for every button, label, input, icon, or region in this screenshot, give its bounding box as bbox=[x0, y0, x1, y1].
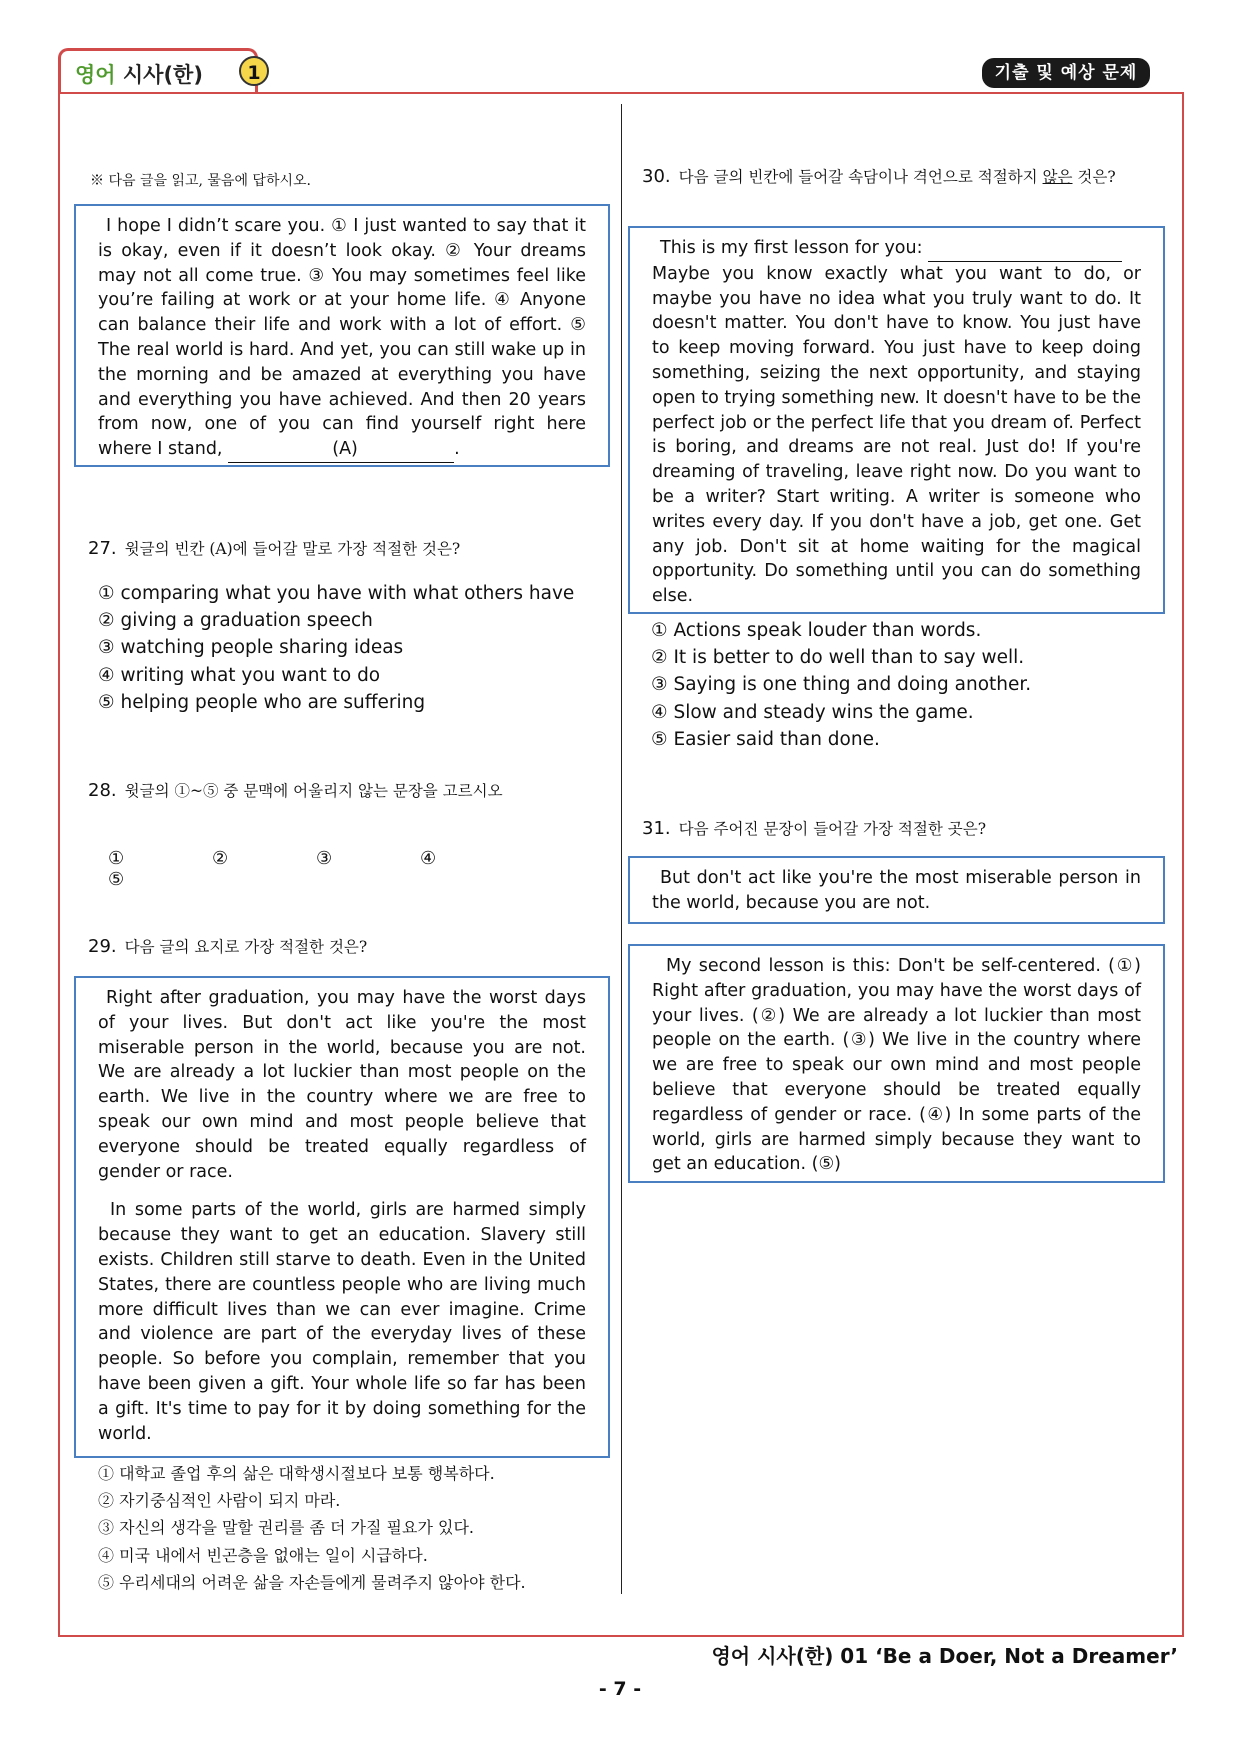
passage-29-para-2: In some parts of the world, girls are harmed simply because they want to get an education. Slavery still exists. Children still starve to death. Even in the United States, there are countless people who are living much more difficult lives than we can ever imagine. Crime and violence are part of the everyday lives of these people. So before you complain, remember that you have been given a gift. Your whole life so far has been a gift. It's time to pay for it by doing something for the world. bbox=[98, 1200, 586, 1444]
instruction: ※ 다음 글을 읽고, 물음에 답하시오. bbox=[90, 173, 311, 189]
given-sentence: But don't act like you're the most miserable person in the world, because you are not. bbox=[652, 868, 1141, 913]
unit-number-badge: 1 bbox=[239, 56, 269, 86]
page-number: - 7 - bbox=[598, 1678, 642, 1700]
question-28: 28. 윗글의 ①~⑤ 중 문맥에 어울리지 않는 문장을 고르시오 bbox=[88, 780, 503, 801]
q27-option[interactable]: ③ watching people sharing ideas bbox=[98, 637, 404, 659]
passage-1-text: I hope I didn’t scare you. ① I just wanted to say that it is okay, even if it doesn’t look okay. ② Your dreams may not all come true. ③ You may sometimes feel like you’re failing at work or at your home life. ④ Anyone can balance their life and work with a lot of effort. ⑤ The real world is hard. And yet, you can still wake up in the morning and be amazed at everything you have and everything you have achieved. And then 20 years from now, one of you can find yourself right here where I stand, bbox=[98, 216, 586, 460]
q28-choice[interactable]: ⑤ bbox=[108, 869, 125, 890]
q28-choice[interactable]: ② bbox=[212, 848, 229, 869]
question-31: 31. 다음 주어진 문장이 들어갈 가장 적절한 곳은? bbox=[642, 818, 987, 839]
q27-options bbox=[98, 580, 574, 716]
q30-option[interactable]: ④ Slow and steady wins the game. bbox=[651, 701, 974, 723]
passage-31-box bbox=[628, 944, 1165, 1183]
q27-option[interactable]: ④ writing what you want to do bbox=[98, 664, 381, 686]
q29-option[interactable]: ④ 미국 내에서 빈곤층을 없애는 일이 시급하다. bbox=[98, 1545, 428, 1565]
passage-1-box: I hope I didn’t scare you. ① I just wanted to say that it is okay, even if it doesn’t look okay. ② Your dreams may not all come true. ③ You may sometimes feel like you’re failing at work or at your home life. ④ Anyone can balance their life and work with a lot of effort. ⑤ The real world is hard. And yet, you can still wake up in the morning and be amazed at everything you have and everything you have achieved. And then 20 years from now, one of you can find yourself right here where I stand, (A) . bbox=[74, 204, 610, 467]
passage-29-box bbox=[74, 976, 610, 1458]
q29-options bbox=[98, 1460, 526, 1596]
passage-30-text: Maybe you know exactly what you want to do, or maybe you have no idea what you truly want to do. It doesn't matter. You don't have to know. You just have to keep moving forward. You just have to keep doing something, seizing the next opportunity, and staying open to trying something new. It doesn't have to be the perfect job or the perfect life that you dream of. Perfect is boring, and dreams are not real. Just do! If you're dreaming of traveling, leave right now. Do you want to be a writer? Start writing. A writer is someone who writes every day. If you don't have a job, get one. Get any job. Don't sit at home waiting for the magical opportunity. Do something until you can do something else. bbox=[652, 263, 1141, 607]
q30-option[interactable]: ⑤ Easier said than done. bbox=[651, 728, 880, 750]
question-30: 30. 다음 글의 빈칸에 들어갈 속담이나 격언으로 적절하지 않은 것은? bbox=[642, 166, 1116, 187]
footer-title: 영어 시사(한) 01 ‘Be a Doer, Not a Dreamer’ bbox=[711, 1644, 1178, 1668]
q29-option[interactable]: ⑤ 우리세대의 어려운 삶을 자손들에게 물려주지 않아야 한다. bbox=[98, 1572, 526, 1592]
q28-choice[interactable]: ① bbox=[108, 848, 125, 869]
q28-choice[interactable]: ④ bbox=[420, 848, 437, 869]
passage-31-text: My second lesson is this: Don't be self-centered. (①) Right after graduation, you may have the worst days of your lives. (②) We are already a lot luckier than most people on the earth. (③) We live in the country where we are free to speak our own mind and most people believe that everyone should be treated equally regardless of gender or race. (④) In some parts of the world, girls are harmed simply because they want to get an education. (⑤) bbox=[652, 956, 1141, 1175]
q30-option[interactable]: ① Actions speak louder than words. bbox=[651, 620, 982, 641]
q27-option[interactable]: ② giving a graduation speech bbox=[98, 610, 373, 632]
column-divider bbox=[621, 104, 622, 1594]
subject-title: 영어 시사(한) bbox=[75, 63, 203, 87]
passage-29-para-1: Right after graduation, you may have the worst days of your lives. But don't act like you're the most miserable person in the world, because you are not. We are already a lot luckier than most people on the earth. We live in the country where we are free to speak our own mind and most people believe that everyone should be treated equally regardless of gender or race. bbox=[98, 988, 586, 1182]
passage-30-box bbox=[628, 226, 1165, 614]
q29-option[interactable]: ① 대학교 졸업 후의 삶은 대학생시절보다 보통 행복하다. bbox=[98, 1464, 495, 1483]
q29-option[interactable]: ③ 자신의 생각을 말할 권리를 좀 더 가질 필요가 있다. bbox=[98, 1518, 474, 1538]
q28-choice[interactable]: ③ bbox=[316, 848, 333, 869]
q30-option[interactable]: ② It is better to do well than to say well. bbox=[651, 647, 1025, 669]
q28-choices bbox=[108, 848, 558, 890]
question-29: 29. 다음 글의 요지로 가장 적절한 것은? bbox=[88, 936, 368, 957]
q27-option[interactable]: ① comparing what you have with what others have bbox=[98, 583, 575, 604]
q27-option[interactable]: ⑤ helping people who are suffering bbox=[98, 691, 426, 713]
given-sentence-box bbox=[628, 856, 1165, 924]
q30-options bbox=[651, 617, 1031, 753]
q30-option[interactable]: ③ Saying is one thing and doing another. bbox=[651, 674, 1032, 696]
unit-tab bbox=[58, 48, 261, 92]
answer-blank: (A) bbox=[228, 437, 454, 463]
section-badge: 기출 및 예상 문제 bbox=[982, 58, 1150, 88]
answer-blank bbox=[928, 236, 1122, 262]
q29-option[interactable]: ② 자기중심적인 사람이 되지 마라. bbox=[98, 1491, 341, 1511]
q30-lead: This is my first lesson for you: bbox=[660, 238, 923, 258]
question-27: 27. 윗글의 빈칸 (A)에 들어갈 말로 가장 적절한 것은? bbox=[88, 538, 461, 559]
